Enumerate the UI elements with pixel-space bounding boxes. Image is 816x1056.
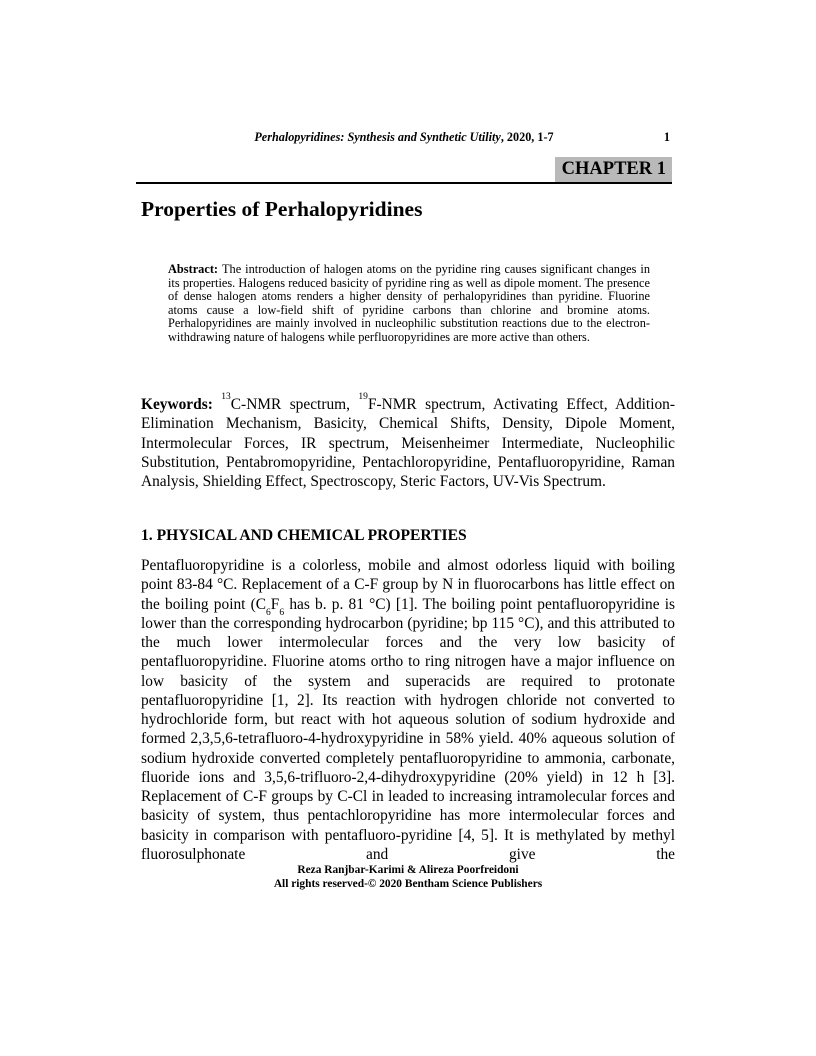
keywords-paragraph [141, 390, 675, 491]
running-title-suffix: , 2020, 1-7 [500, 130, 554, 144]
chapter-title: Properties of Perhalopyridines [141, 197, 423, 221]
abstract-label: Abstract: [168, 262, 223, 276]
keywords-segment-rest: F-NMR spectrum, Activating Effect, Addition-Elimination Mechanism, Basicity, Chemical Shifts, Density, Dipole Moment, Intermolecular Forces, IR spectrum, Meisenheimer Intermediate, Nucleophilic Substitution, Pentabromopyridine, Pentachloropyridine, Pentafluoropyridine, Raman Analysis, Shielding Effect, Spectroscopy, Steric Factors, UV-Vis Spectrum. [141, 396, 675, 491]
abstract-paragraph [168, 263, 650, 344]
footer-copyright: All rights reserved-© 2020 Bentham Science Publishers [273, 877, 543, 890]
body-segment-3: has b. p. 81 °C) [1]. The boiling point pentafluoropyridine is lower than the corresponding hydrocarbon (pyridine; bp 115 °C), and this attributed to the much lower intermolecular forces and the very low basicity of pentafluoropyridine. Fluorine atoms ortho to ring nitrogen have a major influence on low basicity of the system and superacids are required to protonate pentafluoropyridine [1, 2]. Its reaction with hydrogen chloride not converted to hydrochloride form, but react with hot aqueous solution of sodium hydroxide and formed 2,3,5,6-tetrafluoro-4-hydroxypyridine in 58% yield. 40% aqueous solution of sodium hydroxide converted completely pentafluoropyridine to ammonia, carbonate, fluoride ions and 3,5,6-trifluoro-2,4-dihydroxypyridine (20% yield) in 12 h [3]. Replacement of C-F groups by C-Cl in leaded to increasing intramolecular forces and basicity of system, thus pentachloropyridine has more intermolecular forces and basicity in comparison with pentafluoro-pyridine [4, 5]. It is methylated by methyl fluorosulphonate and give the [141, 595, 675, 863]
body-subscript-f6: 6 [279, 606, 285, 618]
body-segment-2: F [270, 595, 280, 613]
section-heading: 1. PHYSICAL AND CHEMICAL PROPERTIES [141, 527, 467, 544]
footer-authors: Reza Ranjbar-Karimi & Alireza Poorfreidoni [297, 864, 519, 876]
keywords-superscript-13: 13 [221, 390, 231, 402]
keywords-segment-cnmr: C-NMR spectrum, [230, 396, 359, 413]
keywords-superscript-19: 19 [358, 390, 368, 402]
page-footer [0, 864, 816, 891]
running-title [136, 130, 672, 144]
body-paragraph [141, 556, 675, 864]
chapter-rule [136, 157, 672, 184]
running-title-text: Perhalopyridines: Synthesis and Synthetic Utility [254, 130, 501, 144]
page-number: 1 [663, 130, 670, 144]
body-subscript-c6: 6 [266, 606, 271, 618]
chapter-badge: CHAPTER 1 [555, 157, 672, 182]
body-segment-1: Pentafluoropyridine is a colorless, mobile and almost odorless liquid with boiling point 83-84 °C. Replacement of a C-F group by N in fluorocarbons has little effect on the boiling point (C [141, 557, 675, 613]
keywords-label: Keywords: [141, 396, 222, 413]
running-header [136, 130, 672, 144]
abstract-text: The introduction of halogen atoms on the pyridine ring causes significant changes in its properties. Halogens reduced basicity of pyridine ring as well as dipole moment. The presence of dense halogen atoms renders a higher density of perhalopyridines than pyridine. Fluorine atoms cause a low-field shift of pyridine carbons than chlorine and bromine atoms. Perhalopyridines are mainly involved in nucleophilic substitution reactions due to the electron-withdrawing nature of halogens while perfluoropyridines are more active than others. [168, 262, 650, 344]
